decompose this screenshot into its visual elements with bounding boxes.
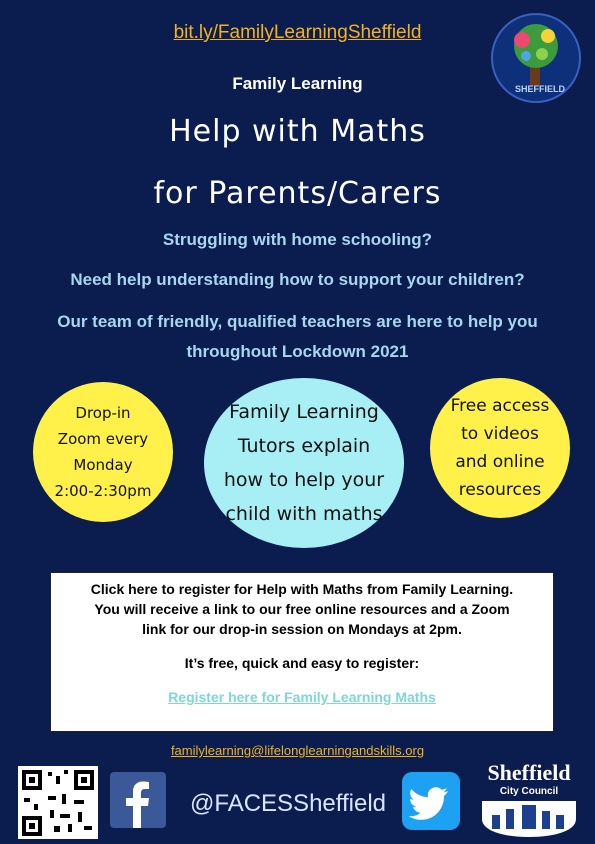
circle-right-line: resources	[458, 480, 542, 500]
register-link[interactable]: Register here for Family Learning Maths	[168, 689, 436, 705]
register-text-line1: Click here to register for Help with Maths from Family Learning.	[90, 581, 514, 597]
circle-left-line: 2:00-2:30pm	[54, 482, 152, 500]
register-text-line2: You will receive a link to our free online resources and a Zoom	[94, 601, 510, 617]
council-sub: City Council	[499, 786, 559, 797]
tutors-circle	[204, 378, 404, 548]
register-free-line: It’s free, quick and easy to register:	[184, 655, 420, 671]
register-text-line3: link for our drop-in session on Mondays at 2pm.	[142, 621, 462, 637]
main-title-line2: for Parents/Carers	[153, 176, 442, 211]
logo-text: SHEFFIELD	[514, 84, 565, 94]
circle-right-line: Free access	[450, 396, 550, 416]
circle-center-line: Family Learning	[229, 401, 379, 423]
register-box[interactable]	[50, 572, 554, 732]
qr-code-icon[interactable]	[18, 766, 98, 839]
circle-left-line: Drop-in	[75, 404, 131, 422]
resources-circle	[430, 378, 570, 518]
circle-center-line: how to help your	[223, 469, 385, 491]
council-logo	[474, 760, 584, 839]
email-link[interactable]: familylearning@lifelonglearningandskills.org	[170, 743, 425, 758]
intro-question-1: Struggling with home schooling?	[162, 230, 433, 249]
sheffield-tree-logo	[488, 6, 584, 110]
circle-center-line: Tutors explain	[237, 435, 371, 457]
intro-text-line1: Our team of friendly, qualified teachers are here to help you	[57, 312, 538, 331]
dropin-circle	[33, 382, 173, 522]
twitter-icon[interactable]	[402, 772, 460, 830]
header-link[interactable]: bit.ly/FamilyLearningSheffield	[173, 22, 422, 43]
eyebrow-title: Family Learning	[232, 74, 363, 93]
intro-question-2: Need help understanding how to support your children?	[70, 270, 525, 289]
council-name: Sheffield	[487, 760, 571, 785]
main-title-line1: Help with Maths	[169, 114, 426, 149]
circle-left-line: Monday	[73, 456, 133, 474]
social-handle[interactable]: @FACESSheffield	[190, 790, 387, 817]
circle-center-line: child with maths	[225, 503, 383, 525]
facebook-icon[interactable]	[110, 772, 166, 828]
intro-text-line2: throughout Lockdown 2021	[186, 342, 409, 361]
circle-right-line: to videos	[461, 424, 539, 444]
circle-right-line: and online	[455, 452, 545, 472]
circle-left-line: Zoom every	[57, 430, 149, 448]
